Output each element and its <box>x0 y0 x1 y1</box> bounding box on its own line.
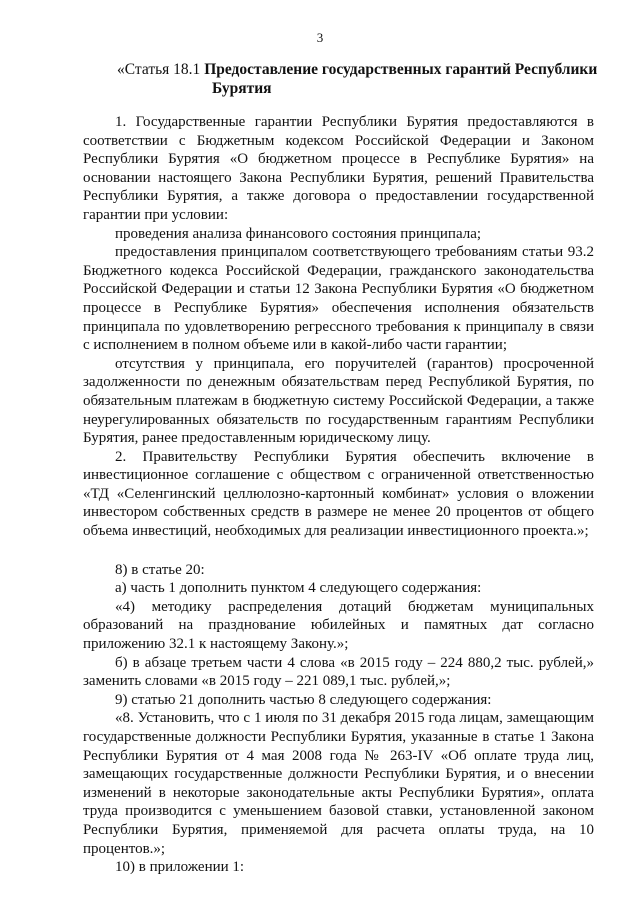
page-number: 3 <box>316 30 324 45</box>
article-title-continued: Бурятия <box>212 80 272 97</box>
paragraph: 8) в статье 20: <box>115 561 205 578</box>
paragraph: б) в абзаце третьем части 4 слова «в 2015 году – 224 880,2 тыс. рублей,» заменить словами «в 2015 году – 221 089,1 тыс. рублей,»; <box>83 654 594 690</box>
paragraph: 1. Государственные гарантии Республики Бурятия предоставляются в соответствии с Бюджетным кодексом Российской Федерации и Законом Республики Бурятия «О бюджетном процессе в Республике Бурятия» на основании настоящего Закона Республики Бурятия, решений Правительства Республики Бурятия, а также договора о предоставлении государственной гарантии при условии: <box>83 114 594 223</box>
document-body <box>83 113 594 877</box>
article-number: «Статья 18.1 <box>117 61 201 78</box>
paragraph: а) часть 1 дополнить пунктом 4 следующего содержания: <box>115 580 482 597</box>
paragraph: 2. Правительству Республики Бурятия обеспечить включение в инвестиционное соглашение с обществом с ограниченной ответственностью «ТД «Селенгинский целлюлозно-картонный комбинат» условия о вложении инвестором собственных средств в размере не менее 20 процентов от общего объема инвестиций, необходимых для реализации инвестиционного проекта.»; <box>83 448 594 540</box>
paragraph: проведения анализа финансового состояния принципала; <box>115 225 482 242</box>
paragraph: 9) статью 21 дополнить частью 8 следующего содержания: <box>115 691 492 708</box>
paragraph: предоставления принципалом соответствующего требованиям статьи 93.2 Бюджетного кодекса Российской Федерации, гражданского законодательства Российской Федерации и статьи 12 Закона Республики Бурятия «О бюджетном процессе в Республике Бурятия» обеспечения исполнения обязательств принципала по удовлетворению регрессного требования к принципалу в связи с исполнением в полном объеме или в какой-либо части гарантии; <box>83 244 594 354</box>
paragraph: «8. Установить, что с 1 июля по 31 декабря 2015 года лицам, замещающим государственные должности Республики Бурятия, указанные в статье 1 Закона Республики Бурятия от 4 мая 2008 года № 263-IV «Об оплате труда лиц, замещающих государственные должности Республики Бурятия, и о внесении изменений в некоторые законодательные акты Республики Бурятия», оплата труда производится с уменьшением базовой ставки, установленной законом Республики Бурятия, применяемой для расчета оплаты труда, на 10 процентов.»; <box>83 710 594 857</box>
paragraph: отсутствия у принципала, его поручителей (гарантов) просроченной задолженности по денежным обязательствам перед Республикой Бурятия, по обязательным платежам в бюджетную систему Российской Федерации, а также неурегулированных обязательств по государственным гарантиям Республики Бурятия, ранее предоставленным юридическому лицу. <box>83 355 594 447</box>
paragraph: «4) методику распределения дотаций бюджетам муниципальных образований на празднование юбилейных и памятных дат согласно приложению 32.1 к настоящему Закону.»; <box>83 598 594 653</box>
paragraph: 10) в приложении 1: <box>115 859 245 876</box>
article-heading-line1 <box>117 60 597 79</box>
paragraph-gap <box>83 541 594 561</box>
article-title: Предоставление государственных гарантий Республики <box>204 61 598 78</box>
